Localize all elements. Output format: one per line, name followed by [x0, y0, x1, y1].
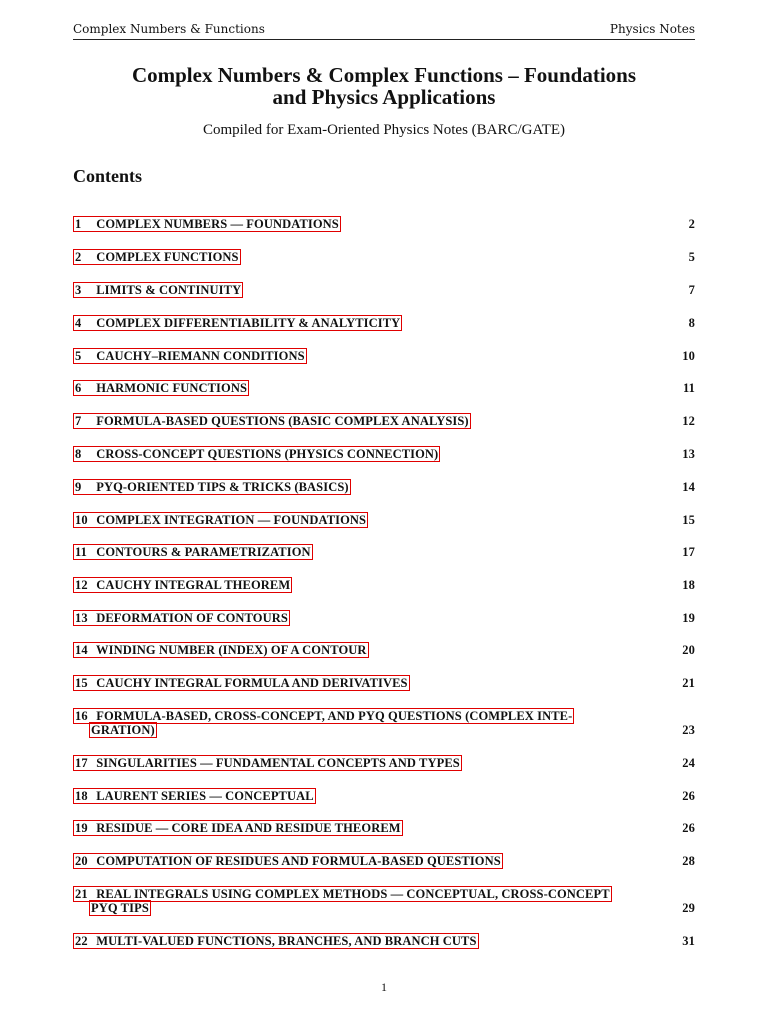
toc-section-title: SINGULARITIES — FUNDAMENTAL CONCEPTS AND TYPES	[96, 756, 460, 770]
toc-section-title: FORMULA-BASED, CROSS-CONCEPT, AND PYQ QUESTIONS (COMPLEX INTE-	[96, 709, 573, 723]
toc-entry-14	[73, 643, 695, 657]
toc-page-number[interactable]: 5	[688, 250, 695, 264]
toc-section-number: 16	[75, 709, 88, 723]
toc-section-number: 17	[75, 756, 88, 770]
toc-section-number: 14	[75, 643, 88, 657]
toc-entry-15	[73, 676, 695, 690]
toc-link-12[interactable]	[73, 577, 292, 593]
toc-page-number[interactable]: 29	[682, 901, 695, 915]
toc-link-16-continued[interactable]	[89, 722, 157, 738]
toc-link-5[interactable]	[73, 348, 307, 364]
header-rule	[73, 39, 695, 40]
toc-page-number[interactable]: 8	[688, 316, 695, 330]
toc-page-number[interactable]: 15	[682, 513, 695, 527]
toc-section-title: REAL INTEGRALS USING COMPLEX METHODS — CONCEPTUAL, CROSS-CONCEPT	[96, 887, 610, 901]
toc-page-number[interactable]: 12	[682, 414, 695, 428]
toc-section-number: 7	[75, 414, 82, 428]
toc-link-11[interactable]	[73, 544, 313, 560]
toc-page-number[interactable]: 20	[682, 643, 695, 657]
toc-section-number: 11	[75, 545, 88, 559]
toc-section-number: 9	[75, 480, 82, 494]
toc-page-number[interactable]: 17	[682, 545, 695, 559]
toc-section-number: 15	[75, 676, 88, 690]
toc-section-title: CONTOURS & PARAMETRIZATION	[96, 545, 311, 559]
toc-page-number[interactable]: 28	[682, 854, 695, 868]
toc-page-number[interactable]: 24	[682, 756, 695, 770]
running-header-left: Complex Numbers & Functions	[73, 22, 265, 36]
toc-section-title: FORMULA-BASED QUESTIONS (BASIC COMPLEX ANALYSIS)	[96, 414, 469, 428]
title-line-1: Complex Numbers & Complex Functions – Foundations	[131, 63, 637, 87]
toc-page-number[interactable]: 7	[688, 283, 695, 297]
toc-page-number[interactable]: 13	[682, 447, 695, 461]
toc-page-number[interactable]: 26	[682, 789, 695, 803]
toc-section-number: 6	[75, 381, 82, 395]
toc-link-13[interactable]	[73, 610, 290, 626]
toc-section-title: CAUCHY INTEGRAL FORMULA AND DERIVATIVES	[96, 676, 408, 690]
toc-link-1[interactable]	[73, 216, 341, 232]
toc-section-number: 2	[75, 250, 82, 264]
toc-page-number[interactable]: 23	[682, 723, 695, 737]
toc-section-number: 5	[75, 349, 82, 363]
toc-link-14[interactable]	[73, 642, 369, 658]
toc-section-title: DEFORMATION OF CONTOURS	[96, 611, 288, 625]
toc-section-title: COMPLEX DIFFERENTIABILITY & ANALYTICITY	[96, 316, 401, 330]
toc-page-number[interactable]: 14	[682, 480, 695, 494]
toc-entry-3	[73, 283, 695, 297]
toc-entry-1	[73, 217, 695, 231]
toc-section-title: COMPUTATION OF RESIDUES AND FORMULA-BASED QUESTIONS	[96, 854, 501, 868]
toc-section-number: 12	[75, 578, 88, 592]
title-line-2: and Physics Applications	[272, 85, 496, 109]
toc-link-7[interactable]	[73, 413, 471, 429]
toc-entry-18	[73, 789, 695, 803]
toc-link-17[interactable]	[73, 755, 462, 771]
toc-entry-20	[73, 854, 695, 868]
toc-page-number[interactable]: 19	[682, 611, 695, 625]
toc-section-number: 22	[75, 934, 88, 948]
toc-section-number: 13	[75, 611, 88, 625]
toc-link-2[interactable]	[73, 249, 241, 265]
toc-page-number[interactable]: 11	[682, 381, 695, 395]
toc-entry-17	[73, 756, 695, 770]
toc-entry-10	[73, 513, 695, 527]
toc-section-number: 1	[75, 217, 82, 231]
document-subtitle: Compiled for Exam-Oriented Physics Notes (BARC/GATE)	[202, 122, 566, 138]
toc-entry-19	[73, 821, 695, 835]
toc-link-20[interactable]	[73, 853, 503, 869]
toc-entry-8	[73, 447, 695, 461]
toc-link-3[interactable]	[73, 282, 243, 298]
toc-section-title-continued: PYQ TIPS	[91, 901, 149, 915]
toc-entry-4	[73, 316, 695, 330]
toc-section-title: WINDING NUMBER (INDEX) OF A CONTOUR	[96, 643, 367, 657]
toc-entry-2	[73, 250, 695, 264]
toc-entry-7	[73, 414, 695, 428]
toc-section-title: COMPLEX NUMBERS — FOUNDATIONS	[96, 217, 339, 231]
toc-section-number: 3	[75, 283, 82, 297]
toc-section-title: COMPLEX INTEGRATION — FOUNDATIONS	[96, 513, 367, 527]
toc-link-6[interactable]	[73, 380, 249, 396]
toc-link-21-continued[interactable]	[89, 900, 151, 916]
toc-link-21[interactable]	[73, 886, 612, 902]
running-header-right: Physics Notes	[609, 22, 695, 36]
toc-section-title: MULTI-VALUED FUNCTIONS, BRANCHES, AND BRANCH CUTS	[96, 934, 477, 948]
page-number: 1	[381, 980, 387, 994]
toc-section-title: RESIDUE — CORE IDEA AND RESIDUE THEOREM	[96, 821, 401, 835]
toc-link-22[interactable]	[73, 933, 479, 949]
toc-section-number: 20	[75, 854, 88, 868]
toc-page-number[interactable]: 31	[682, 934, 695, 948]
toc-section-number: 8	[75, 447, 82, 461]
toc-section-title: PYQ-ORIENTED TIPS & TRICKS (BASICS)	[96, 480, 349, 494]
toc-section-title: LAURENT SERIES — CONCEPTUAL	[96, 789, 314, 803]
toc-entry-6	[73, 381, 695, 395]
toc-section-title: CROSS-CONCEPT QUESTIONS (PHYSICS CONNECTION)	[96, 447, 439, 461]
toc-link-15[interactable]	[73, 675, 410, 691]
toc-page-number[interactable]: 21	[682, 676, 695, 690]
toc-section-number: 10	[75, 513, 88, 527]
toc-section-title-continued: GRATION)	[91, 723, 155, 737]
toc-section-number: 18	[75, 789, 88, 803]
toc-section-number: 21	[75, 887, 88, 901]
toc-entry-12	[73, 578, 695, 592]
toc-link-9[interactable]	[73, 479, 351, 495]
toc-link-10[interactable]	[73, 512, 368, 528]
toc-entry-5	[73, 349, 695, 363]
toc-link-18[interactable]	[73, 788, 316, 804]
toc-entry-21	[73, 887, 695, 915]
toc-section-number: 4	[75, 316, 82, 330]
toc-section-title: CAUCHY–RIEMANN CONDITIONS	[96, 349, 305, 363]
toc-page-number[interactable]: 2	[688, 217, 695, 231]
toc-entry-13	[73, 611, 695, 625]
toc-entry-22	[73, 934, 695, 948]
toc-entry-16	[73, 709, 695, 737]
toc-section-title: HARMONIC FUNCTIONS	[96, 381, 247, 395]
document-title	[60, 64, 708, 108]
toc-entry-9	[73, 480, 695, 494]
toc-page-number[interactable]: 18	[682, 578, 695, 592]
toc-section-title: CAUCHY INTEGRAL THEOREM	[96, 578, 291, 592]
toc-page-number[interactable]: 10	[682, 349, 695, 363]
toc-section-title: LIMITS & CONTINUITY	[96, 283, 242, 297]
toc-section-title: COMPLEX FUNCTIONS	[96, 250, 239, 264]
toc-link-8[interactable]	[73, 446, 440, 462]
toc-link-19[interactable]	[73, 820, 403, 836]
contents-heading: Contents	[73, 166, 143, 186]
toc-section-number: 19	[75, 821, 88, 835]
toc-link-4[interactable]	[73, 315, 402, 331]
toc-entry-11	[73, 545, 695, 559]
toc-page-number[interactable]: 26	[682, 821, 695, 835]
